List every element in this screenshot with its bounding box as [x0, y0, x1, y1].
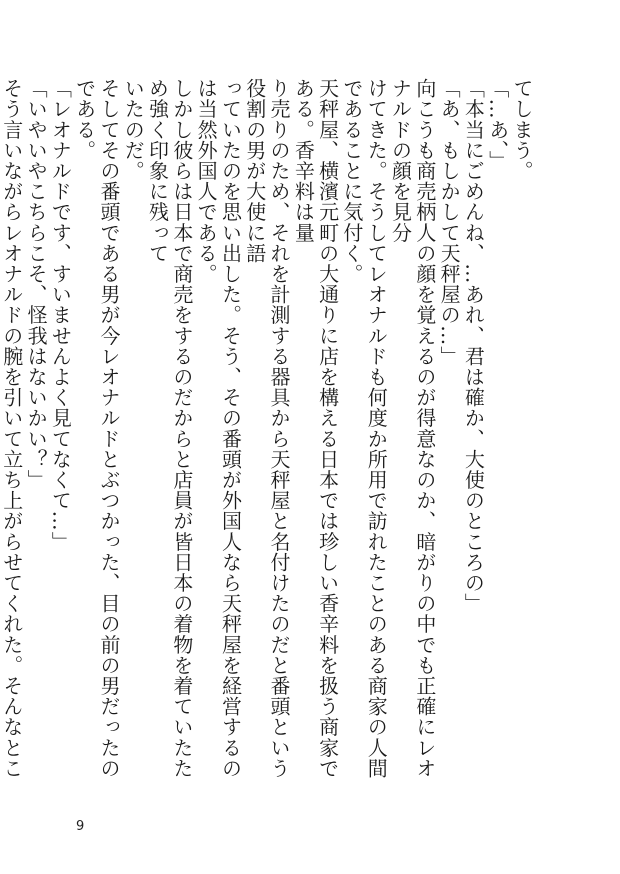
text-line: っていたのを思い出した。そう、その番頭が外国人なら天秤屋を経営するのは当然外国人である。 [194, 78, 243, 779]
text-line: 天秤屋、横濱元町の大通りに店を構える日本では珍しい香辛料を扱う商家である。香辛料は量 [291, 78, 340, 779]
text-line: そしてその番頭である男が今レオナルドとぶつかった、目の前の男だったのである。 [72, 78, 121, 779]
vertical-text-body [0, 78, 534, 798]
text-line: 向こうも商売柄人の顔を覚えるのが得意なのか、暗がりの中でも正確にレオナルドの顔を見分 [388, 78, 437, 779]
text-line: てしまう。 [510, 78, 534, 181]
text-line: しかし彼らは日本で商売をするのだからと店員が皆日本の着物を着ていたため強く印象に残って [145, 78, 194, 779]
text-line: けてきた。そうしてレオナルドも何度か所用で訪れたことのある商家の人間であることに気付く。 [339, 78, 389, 779]
page-number: 9 [76, 819, 85, 834]
text-line: そう言いながらレオナルドの腕を引いて立ち上がらせてくれた。そんなとこ [0, 78, 24, 779]
text-line: り売りのため、それを計測する器具から天秤屋と名付けたのだと番頭という役割の男が大使に語 [242, 78, 292, 779]
text-line: いたのだ。 [121, 78, 146, 181]
dialogue-line: 「…あ、」 [485, 78, 510, 171]
dialogue-line: 「あ、もしかして天秤屋の…」 [437, 78, 462, 367]
dialogue-line: 「レオナルドです、すいませんよく見てなくて…」 [48, 78, 73, 552]
dialogue-line: 「本当にごめんね、…あれ、君は確か、大使のところの」 [461, 78, 486, 614]
dialogue-line: 「いやいやこちらこそ、怪我はないかい？」 [24, 78, 49, 490]
